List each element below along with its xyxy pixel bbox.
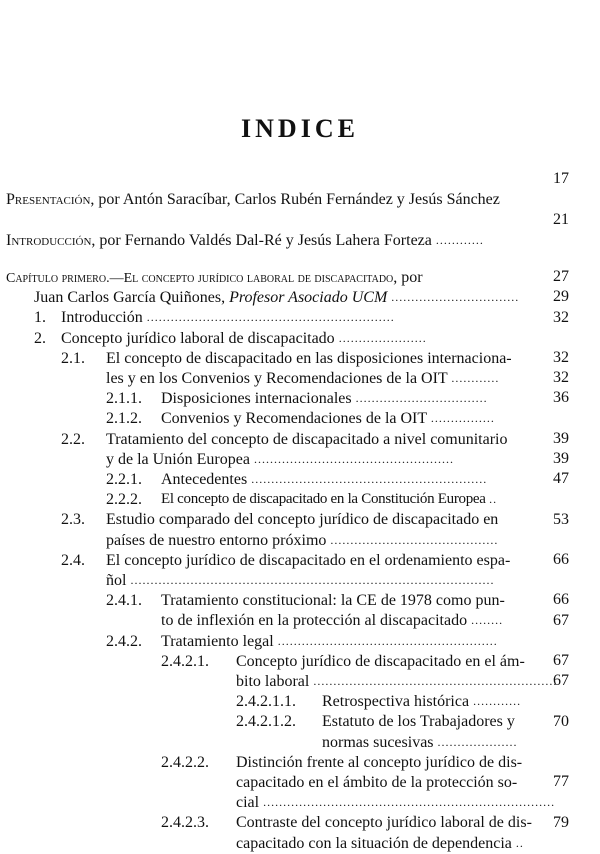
page-number: 79 <box>553 814 569 831</box>
section-number: 2.4.2.1.1. <box>236 693 296 710</box>
entry-text: cial <box>236 794 260 811</box>
entry-text: Juan Carlos García Quiñones, <box>34 289 230 306</box>
entry-text: Concepto jurídico de discapacitado en el ám- <box>236 653 525 670</box>
entry-label: Introducción <box>6 232 92 249</box>
entry-text: Contraste del concepto jurídico laboral de dis- <box>236 814 532 831</box>
section-number: 2.4.1. <box>106 592 142 609</box>
dot-leader: .. <box>489 492 498 506</box>
section-number: 2.1.1. <box>106 390 142 407</box>
entry-text: normas sucesivas <box>322 734 434 751</box>
entry-label: Capítulo primero.—El concepto jurídico laboral de discapacitado <box>6 271 394 286</box>
page-number: 21 <box>553 211 569 228</box>
entry-text: El concepto jurídico de discapacitado en el ordenamiento espa- <box>106 552 511 569</box>
dot-leader: ........................................................................................... <box>130 573 495 587</box>
page-number: 66 <box>553 551 569 568</box>
entry-text: bito laboral <box>236 673 310 690</box>
dot-leader: .................................................. <box>253 452 454 466</box>
entry-text: Convenios y Recomendaciones de la OIT <box>161 410 427 427</box>
entry-text: to de inflexión en la protección al discapacitado <box>161 612 468 629</box>
page-number: 53 <box>553 511 569 528</box>
dot-leader: ................ <box>430 411 495 425</box>
entry-text: Antecedentes <box>161 471 248 488</box>
entry-text: países de nuestro entorno próximo <box>106 532 327 549</box>
page-number: 17 <box>553 170 569 187</box>
section-number: 2.2.1. <box>106 471 142 488</box>
entry-text: , por Antón Saracíbar, Carlos Rubén Fernández y Jesús Sánchez <box>90 191 500 208</box>
entry-text: Tratamiento legal <box>161 633 274 650</box>
page-number: 29 <box>553 288 569 305</box>
dot-leader: ........ <box>471 613 504 627</box>
entry-text: Tratamiento del concepto de discapacitado a nivel comunitario <box>106 431 508 448</box>
page-number: 70 <box>553 713 569 730</box>
dot-leader: .......................................... <box>330 533 499 547</box>
page-number: 36 <box>553 389 569 406</box>
section-number: 1. <box>34 309 46 326</box>
page-number: 67 <box>553 652 569 669</box>
page-number: 27 <box>553 268 569 285</box>
section-number: 2.1.2. <box>106 410 142 427</box>
entry-italic: Profesor Asociado UCM <box>229 289 388 306</box>
dot-leader: ....................................................... <box>277 634 498 648</box>
entry-text: y de la Unión Europea <box>106 451 250 468</box>
page-number: 32 <box>553 309 569 326</box>
section-number: 2.3. <box>61 511 85 528</box>
entry-text: Concepto jurídico laboral de discapacitado <box>61 330 335 347</box>
section-number: 2. <box>34 330 46 347</box>
entry-text: Estatuto de los Trabajadores y <box>322 713 515 730</box>
entry-text: capacitado en el ámbito de la protección so- <box>236 774 518 791</box>
section-number: 2.4. <box>61 552 85 569</box>
entry-text: capacitado con la situación de dependencia <box>236 835 512 852</box>
entry-text: Introducción <box>61 309 143 326</box>
dot-leader: .. <box>515 836 524 850</box>
dot-leader: ................................. <box>355 391 488 405</box>
section-number: 2.4.2.2. <box>161 754 209 771</box>
entry-text: El concepto de discapacitado en la Constitución Europea <box>161 491 486 507</box>
entry-text: Disposiciones internacionales <box>161 390 352 407</box>
entry-text: El concepto de discapacitado en las disposiciones internaciona- <box>106 350 512 367</box>
dot-leader: ............ <box>435 233 484 247</box>
page-number: 47 <box>553 470 569 487</box>
dot-leader: ......................................................................... <box>263 795 556 809</box>
dot-leader: ................................ <box>391 290 520 304</box>
page-number: 67 <box>553 672 569 689</box>
dot-leader: ............ <box>451 371 500 385</box>
entry-text: Tratamiento constitucional: la CE de 1978 como pun- <box>161 592 505 609</box>
page-number: 39 <box>553 430 569 447</box>
section-number: 2.4.2.3. <box>161 814 209 831</box>
entry-text: Distinción frente al concepto jurídico de dis- <box>236 754 523 771</box>
page-number: 66 <box>553 591 569 608</box>
entry-text: Retrospectiva histórica <box>322 693 470 710</box>
section-number: 2.1. <box>61 350 85 367</box>
entry-text: , por Fernando Valdés Dal-Ré y Jesús Lahera Forteza <box>91 232 432 249</box>
section-number: 2.4.2.1.2. <box>236 713 296 730</box>
section-number: 2.4.2. <box>106 633 142 650</box>
entry-text: Estudio comparado del concepto jurídico de discapacitado en <box>106 511 499 528</box>
entry-text: ñol <box>106 572 127 589</box>
page-number: 77 <box>553 773 569 790</box>
dot-leader: ............ <box>473 694 522 708</box>
page-number: 39 <box>553 450 569 467</box>
dot-leader: ............................................................. <box>313 674 558 688</box>
dot-leader: ...................... <box>338 331 427 345</box>
page-number: 67 <box>553 612 569 629</box>
entry-label: Presentación <box>6 191 91 208</box>
dot-leader: ........................................................... <box>251 472 488 486</box>
section-number: 2.2. <box>61 431 85 448</box>
section-number: 2.4.2.1. <box>161 653 209 670</box>
entry-text: , por <box>393 269 423 286</box>
entry-text: les y en los Convenios y Recomendaciones de la OIT <box>106 370 448 387</box>
dot-leader: .................... <box>437 735 518 749</box>
page-title: INDICE <box>241 114 359 143</box>
dot-leader: .............................................................. <box>146 310 395 324</box>
page-number: 32 <box>553 369 569 386</box>
section-number: 2.2.2. <box>106 491 142 508</box>
page-number: 32 <box>553 349 569 366</box>
